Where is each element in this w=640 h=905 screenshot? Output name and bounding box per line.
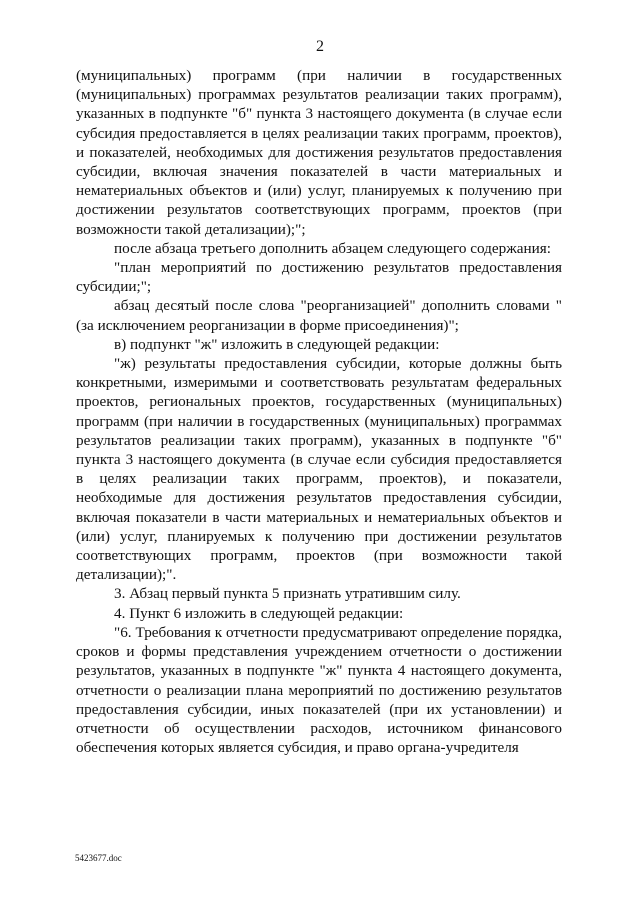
paragraph: "ж) результаты предоставления субсидии, которые должны быть конкретными, измеримыми и соответствовать результатам федеральных проектов, региональных проектов, государственных (муниципальных) программ (при наличии в государственных (муниципальных) программах результатов реализации таких программ), указанных в подпункте "б" пункта 3 настоящего документа (в случае если субсидия предоставляется в целях реализации таких программ, проектов), и показатели, необходимые для достижения результатов предоставления субсидии, включая показатели в части материальных и нематериальных объектов и (или) услуг, планируемых к получению при достижении результатов соответствующих программ, проектов (при возможности такой детализации);". [76, 355, 562, 584]
paragraph: 4. Пункт 6 изложить в следующей редакции: [114, 604, 404, 622]
paragraph: абзац десятый после слова "реорганизацией" дополнить словами "(за исключением реорганизации в форме присоединения)"; [76, 297, 562, 334]
paragraph: 3. Абзац первый пункта 5 признать утратившим силу. [114, 585, 461, 603]
paragraph: (муниципальных) программ (при наличии в государственных (муниципальных) программах результатов реализации таких программ), указанных в подпункте "б" пункта 3 настоящего документа (в случае если субсидия предоставляется в целях реализации таких программ, проектов), и показателей, необходимых для достижения результатов предоставления субсидии, включая значения показателей в части материальных и нематериальных объектов и (или) услуг, планируемых к получению при достижении результатов соответствующих программ, проектов (при возможности такой детализации);"; [76, 67, 562, 238]
paragraph: в) подпункт "ж" изложить в следующей редакции: [114, 335, 440, 353]
paragraph: "план мероприятий по достижению результатов предоставления субсидии;"; [76, 259, 562, 296]
page-number: 2 [316, 38, 324, 55]
document-body [76, 66, 562, 757]
paragraph: после абзаца третьего дополнить абзацем следующего содержания: [114, 239, 551, 257]
document-code: 5423677.doc [75, 853, 122, 863]
paragraph: "6. Требования к отчетности предусматривают определение порядка, сроков и формы представления учреждением отчетности о достижении результатов, указанных в подпункте "ж" пункта 4 настоящего документа, отчетности о реализации плана мероприятий по достижению результатов предоставления субсидии, иных показателей (при их установлении) и отчетности об осуществлении расходов, источником финансового обеспечения которых является субсидия, и право органа-учредителя [76, 623, 562, 757]
